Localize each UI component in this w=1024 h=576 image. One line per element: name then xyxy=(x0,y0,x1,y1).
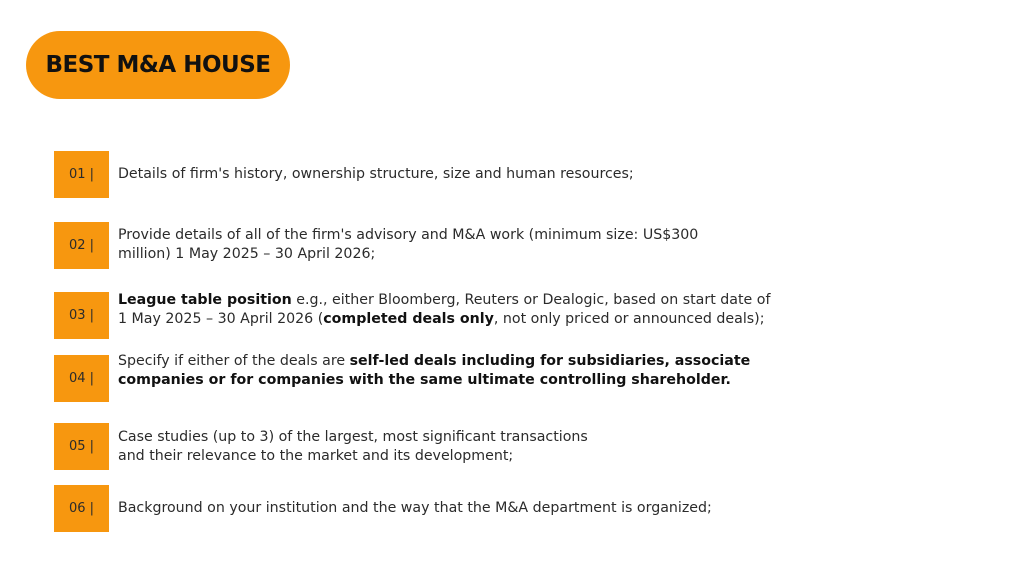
item-number-badge: 02 | xyxy=(54,222,109,269)
item-number-badge: 06 | xyxy=(54,485,109,532)
bold-phrase: self-led deals including for subsidiaries, associate xyxy=(349,353,751,369)
item-number-badge: 03 | xyxy=(54,292,109,339)
item-number-badge: 05 | xyxy=(54,423,109,470)
item-line: and their relevance to the market and its development; xyxy=(118,448,514,464)
title-pill xyxy=(26,31,290,99)
item-line xyxy=(118,352,750,371)
item-text xyxy=(118,226,698,264)
bold-phrase: League table position xyxy=(118,292,292,308)
text-run: 1 May 2025 – 30 April 2026 ( xyxy=(118,311,324,327)
bold-phrase: completed deals only xyxy=(323,311,494,327)
item-number-badge: 04 | xyxy=(54,355,109,402)
item-line xyxy=(118,291,770,310)
item-line: million) 1 May 2025 – 30 April 2026; xyxy=(118,246,376,262)
item-text xyxy=(118,352,750,390)
item-line xyxy=(118,310,770,329)
text-run: Specify if either of the deals are xyxy=(118,353,350,369)
item-line xyxy=(118,371,750,390)
text-run: , not only priced or announced deals); xyxy=(493,311,765,327)
item-text xyxy=(118,499,712,518)
item-text xyxy=(118,291,770,329)
item-number-badge: 01 | xyxy=(54,151,109,198)
item-text xyxy=(118,165,634,184)
item-text xyxy=(118,428,588,466)
page-title: BEST M&A HOUSE xyxy=(45,52,271,78)
bold-phrase: companies or for companies with the same ultimate controlling shareholder. xyxy=(118,372,731,388)
text-run: e.g., either Bloomberg, Reuters or Dealogic, based on start date of xyxy=(291,292,771,308)
item-line: Background on your institution and the way that the M&A department is organized; xyxy=(118,500,712,516)
item-line: Provide details of all of the firm's advisory and M&A work (minimum size: US$300 xyxy=(118,227,699,243)
item-line: Case studies (up to 3) of the largest, most significant transactions xyxy=(118,429,588,445)
item-line: Details of firm's history, ownership structure, size and human resources; xyxy=(118,166,634,182)
